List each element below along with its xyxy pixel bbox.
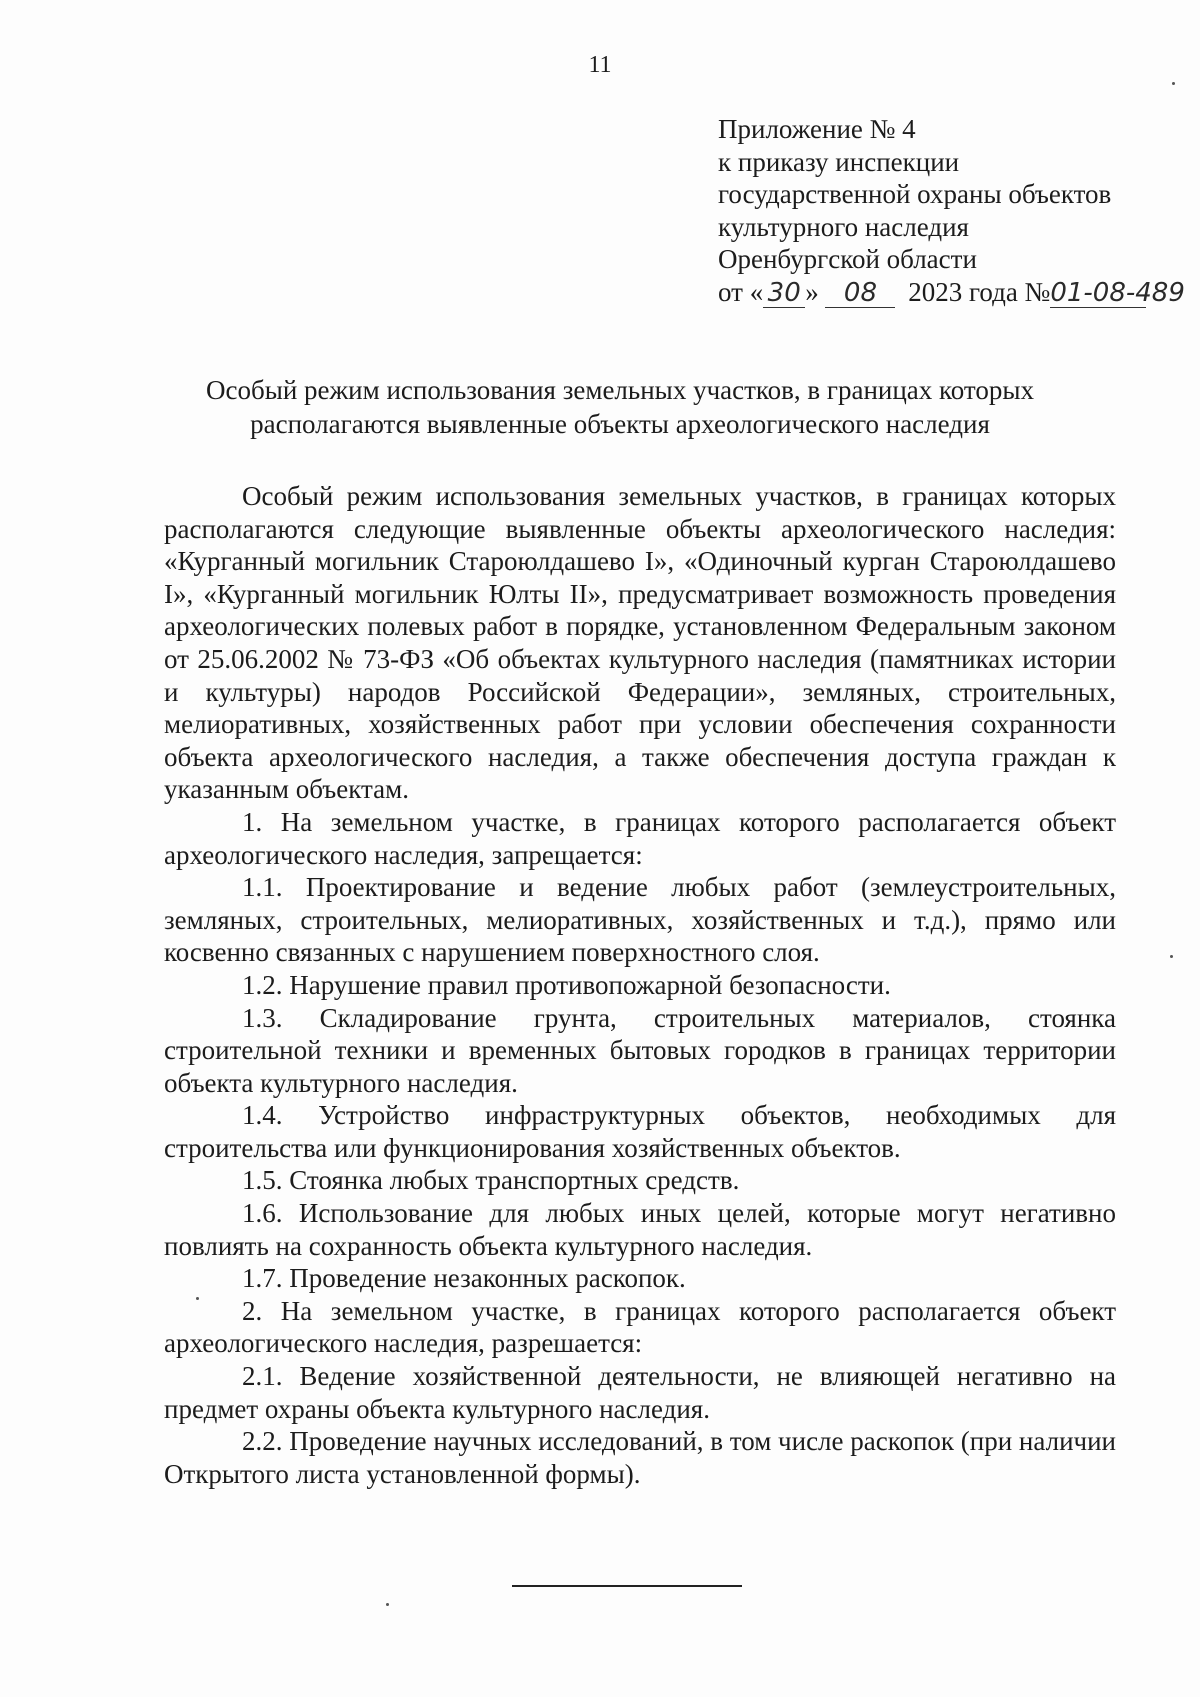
handwritten-day: 30 [763,279,805,308]
body-paragraph: 1.3. Складирование грунта, строительных материалов, стоянка строительной техники и временных бытовых городков в границах территории объекта культурного наследия. [164,1002,1116,1098]
body-paragraph: 1.4. Устройство инфраструктурных объектов, необходимых для строительства или функционирования хозяйственных объектов. [164,1100,1116,1163]
handwritten-month: 08 [825,279,895,308]
appendix-line: к приказу инспекции [718,146,960,177]
date-prefix: от « [718,276,764,307]
document-title: Особый режим использования земельных участков, в границах которых располагаются выявленные объекты археологического наследия [205,375,1035,439]
body-paragraph: 1.6. Использование для любых иных целей, которые могут негативно повлиять на сохранность объекта культурного наследия. [164,1198,1116,1261]
appendix-line: культурного наследия [718,211,969,242]
appendix-date-line [718,276,1188,309]
closing-divider-line [512,1585,742,1587]
body-paragraph: 1.7. Проведение незаконных раскопок. [242,1263,686,1294]
date-quote-close: » [805,276,819,307]
body-paragraph: 2.1. Ведение хозяйственной деятельности, не влияющей негативно на предмет охраны объекта культурного наследия. [164,1361,1116,1424]
scan-speck [196,1297,199,1300]
handwritten-order-number: 01-08-489 [1050,277,1185,308]
appendix-line: государственной охраны объектов [718,179,1112,209]
appendix-header [718,113,1188,308]
body-paragraph: Особый режим использования земельных участков, в границах которых располагаются следующие выявленные объекты археологического наследия: «Курганный могильник Староюлдашево I», «Одиночный курган Староюлдашево I», «Курганный могильник Юлты II», предусматривает возможность проведения археологических полевых работ в порядке, установленном Федеральным законом от 25.06.2002 № 73-ФЗ «Об объектах культурного наследия (памятниках истории и культуры) народов Российской Федерации», земляных, строительных, мелиоративных, хозяйственных работ при условии обеспечения сохранности объекта археологического наследия, а также обеспечения доступа граждан к указанным объектам. [164,481,1116,805]
body-paragraph: 2. На земельном участке, в границах которого располагается объект археологического наследия, разрешается: [164,1295,1116,1359]
document-body [164,480,1116,1490]
appendix-line: Оренбургской области [718,244,977,274]
scan-speck [1172,82,1175,85]
body-paragraph: 2.2. Проведение научных исследований, в том числе раскопок (при наличии Открытого листа установленной формы). [164,1426,1117,1489]
body-paragraph: 1.5. Стоянка любых транспортных средств. [242,1165,740,1196]
page-number: 11 [588,52,612,78]
scan-speck [386,1603,389,1606]
appendix-line: Приложение № 4 [718,114,916,144]
body-paragraph: 1.2. Нарушение правил противопожарной безопасности. [242,969,891,1000]
date-year-text: 2023 года № [908,276,1051,307]
body-paragraph: 1.1. Проектирование и ведение любых работ (землеустроительных, земляных, строительных, мелиоративных, хозяйственных и т.д.), прямо или косвенно связанных с нарушением поверхностного слоя. [164,872,1116,968]
body-paragraph: 1. На земельном участке, в границах которого располагается объект археологического наследия, запрещается: [164,806,1116,870]
scan-speck [1170,955,1173,958]
